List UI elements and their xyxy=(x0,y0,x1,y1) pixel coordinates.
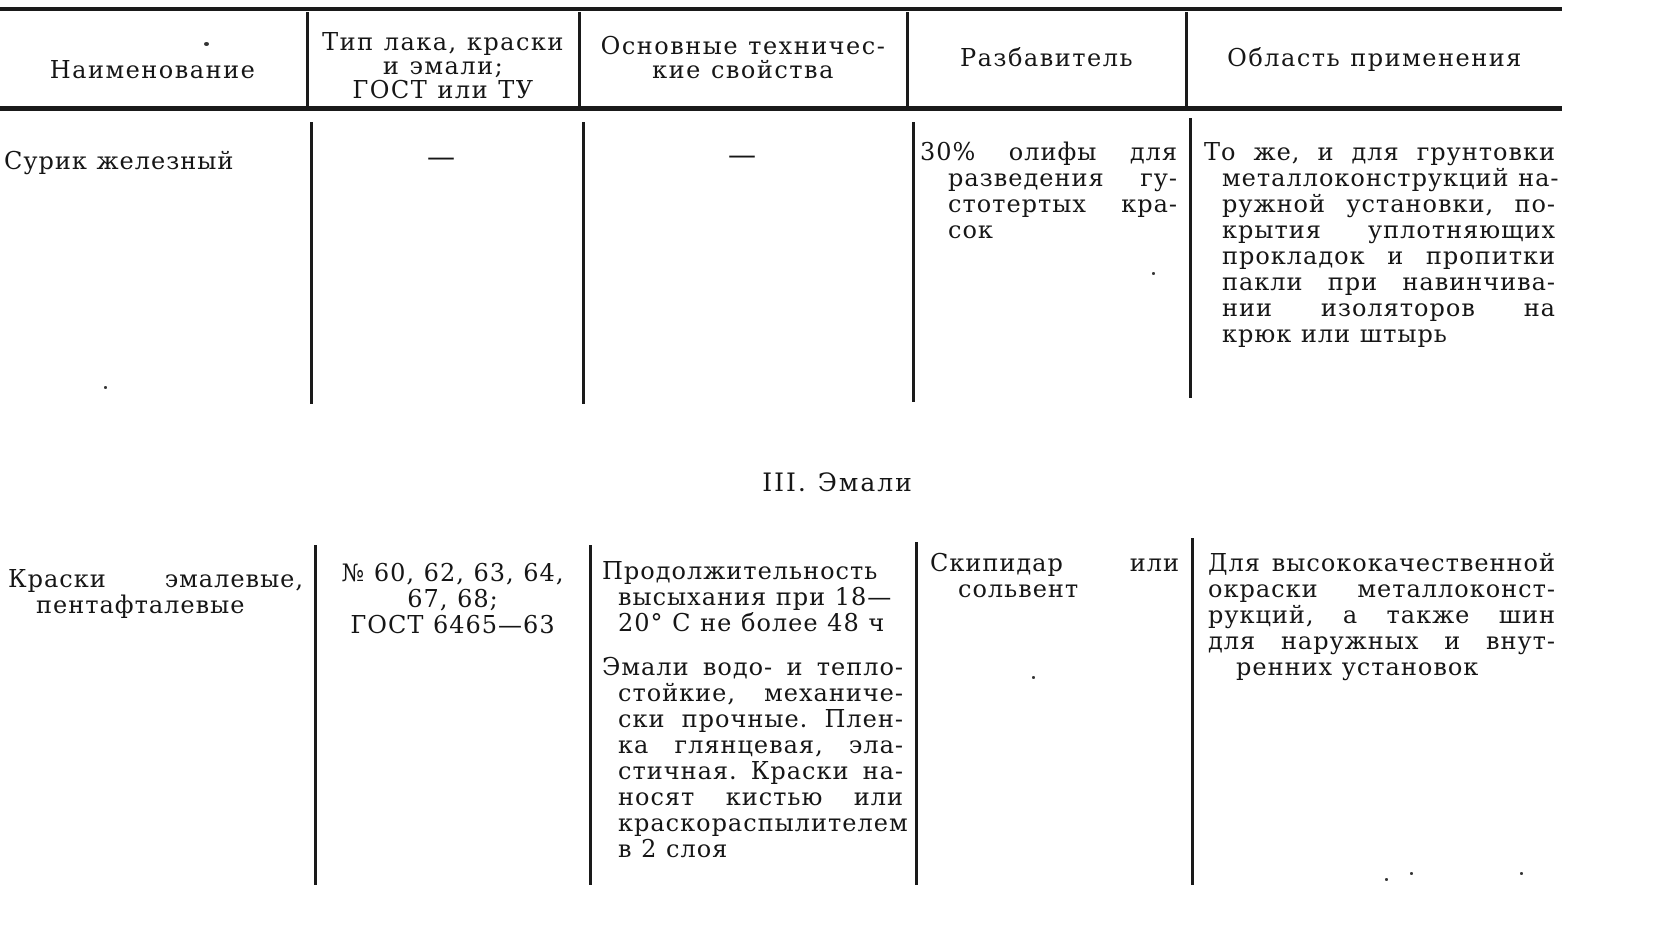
text-line: прокладок и пропитки xyxy=(1222,242,1556,270)
table-top-rule xyxy=(0,7,1562,11)
text-line: сок xyxy=(948,216,994,244)
text-line: ружной установки, по- xyxy=(1222,190,1556,218)
text-line: стотертых кра- xyxy=(948,190,1178,218)
row2-application xyxy=(1208,550,1556,680)
text-line: ГОСТ 6465—63 xyxy=(350,611,556,639)
text-line: рукций, а также шин xyxy=(1208,601,1556,629)
text-line: нии изоляторов на xyxy=(1222,294,1556,322)
header-bottom-rule xyxy=(0,106,1562,111)
row1-name: Сурик железный xyxy=(4,147,235,175)
row2-divider xyxy=(314,545,317,885)
text-line: № 60, 62, 63, 64, xyxy=(341,559,565,587)
row1-divider xyxy=(912,122,915,402)
text-line: ски прочные. Плен- xyxy=(618,705,904,733)
text-line: Для высококачественной xyxy=(1208,549,1556,577)
paragraph-gap xyxy=(602,636,904,654)
text-line: Скипидар или xyxy=(930,549,1180,577)
row2-thinner xyxy=(930,550,1180,602)
header-type: Тип лака, краски и эмали; ГОСТ или ТУ xyxy=(322,28,565,104)
row2-type xyxy=(318,560,588,638)
row1-divider xyxy=(582,122,585,404)
row1-application xyxy=(1204,138,1560,348)
scan-speck xyxy=(1520,872,1523,875)
text-line: стойкие, механиче- xyxy=(618,679,904,707)
scan-speck xyxy=(1152,272,1155,275)
row1-thinner xyxy=(920,139,1178,243)
row2-divider xyxy=(1191,538,1194,885)
text-line: Продолжительность xyxy=(602,557,879,585)
text-line: То же, и для грунтовки xyxy=(1204,138,1556,166)
text-line: для наружных и внут- xyxy=(1208,627,1556,655)
text-line: краскораспылителем xyxy=(618,809,909,837)
text-line: стичная. Краски на- xyxy=(618,757,904,785)
row2-divider xyxy=(589,545,592,885)
text-line: крытия уплотняющих xyxy=(1222,216,1556,244)
header-speck xyxy=(204,42,209,46)
row2-properties xyxy=(602,557,909,863)
text-line: крюк или штырь xyxy=(1222,320,1448,348)
text-line: пентафталевые xyxy=(36,591,246,619)
section-title: III. Эмали xyxy=(762,468,914,497)
header-application: Область применения xyxy=(1227,44,1523,72)
scan-speck xyxy=(1032,676,1035,679)
scan-speck xyxy=(104,386,107,389)
header-name: Наименование xyxy=(49,56,257,84)
text-line: высыхания при 18— xyxy=(618,583,893,611)
text-line: металлоконструкций на- xyxy=(1222,164,1560,192)
text-line: пакли при навинчива- xyxy=(1222,268,1556,296)
text-line: сольвент xyxy=(958,575,1080,603)
row1-type: — xyxy=(427,140,455,173)
text-line: 20° С не более 48 ч xyxy=(618,609,886,637)
row1-divider xyxy=(1189,118,1192,398)
row2-name xyxy=(8,566,304,618)
text-line: окраски металлоконст- xyxy=(1208,575,1556,603)
text-line: 67, 68; xyxy=(407,585,499,613)
text-line: Краски эмалевые, xyxy=(8,565,304,593)
text-line: носят кистью или xyxy=(618,783,904,811)
text-line: разведения гу- xyxy=(948,164,1178,192)
text-line: Эмали водо- и тепло- xyxy=(602,653,904,681)
text-line: 30% олифы для xyxy=(920,138,1178,166)
row1-properties: — xyxy=(728,138,756,171)
header-properties: Основные техничес- кие свойства xyxy=(600,32,887,84)
scan-speck xyxy=(1410,872,1413,875)
header-thinner: Разбавитель xyxy=(959,44,1135,72)
text-line: ка глянцевая, эла- xyxy=(618,731,904,759)
text-line: в 2 слоя xyxy=(618,835,729,863)
row1-divider xyxy=(310,122,313,404)
scan-speck xyxy=(1385,878,1388,881)
row2-divider xyxy=(915,542,918,885)
text-line: ренних установок xyxy=(1236,653,1480,681)
